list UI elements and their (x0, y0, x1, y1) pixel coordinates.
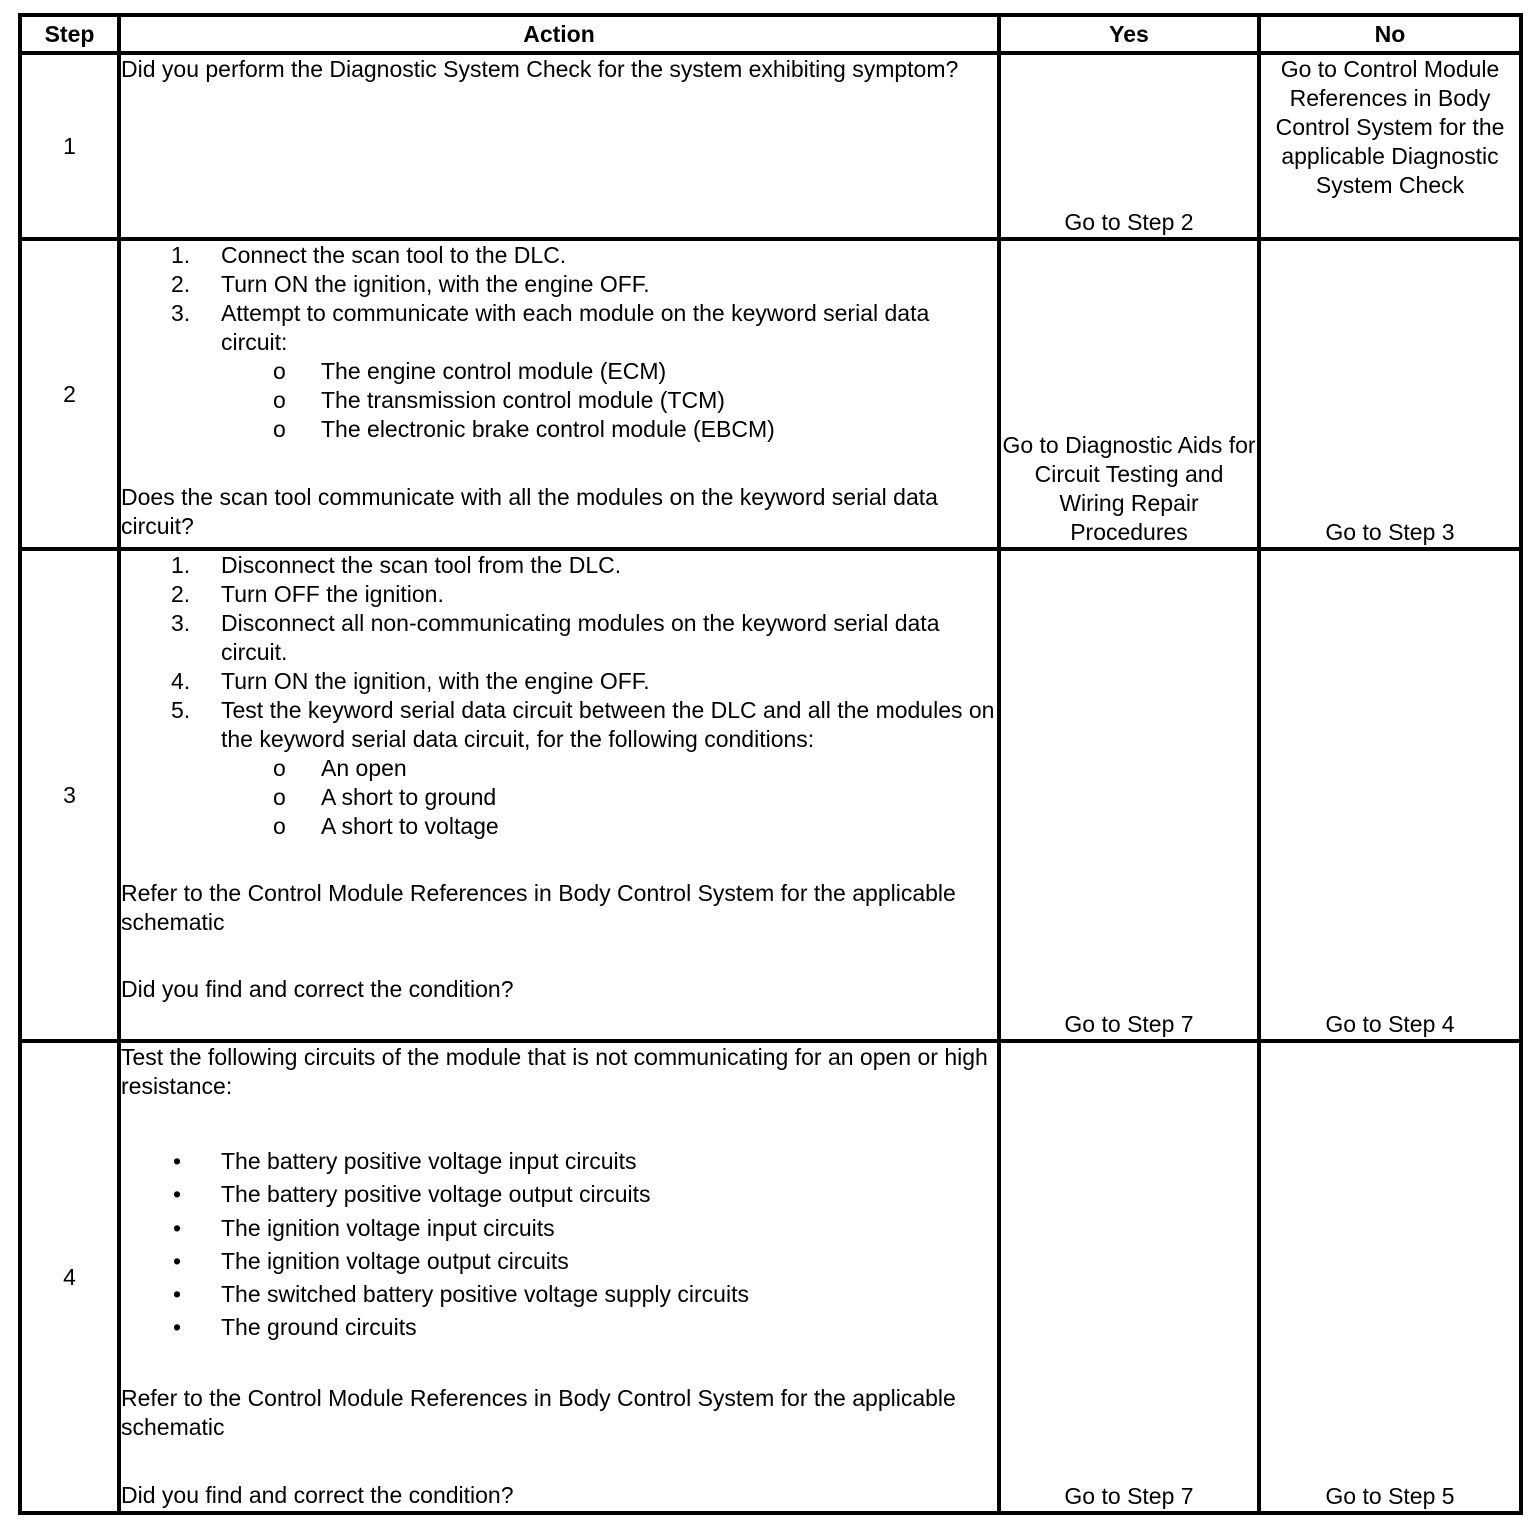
bullet-item (121, 1145, 997, 1178)
header-no: No (1259, 15, 1521, 53)
item-number: 2. (171, 581, 191, 607)
action-cell (119, 549, 999, 1041)
list-item (121, 580, 997, 609)
bullet-item (121, 1278, 997, 1311)
item-number: 3. (171, 300, 191, 326)
item-number: 2. (171, 271, 191, 297)
bullet-marker: • (173, 1247, 182, 1274)
sub-item-text: The transmission control module (TCM) (321, 387, 725, 413)
item-text: Disconnect the scan tool from the DLC. (221, 552, 622, 578)
sub-item-text: A short to ground (321, 784, 497, 810)
item-text: Test the keyword serial data circuit between the DLC and all the modules on the keyword serial data circuit, for the following conditions: (221, 697, 995, 752)
action-cell (119, 239, 999, 549)
list-item (121, 609, 997, 667)
question-text: Does the scan tool communicate with all the modules on the keyword serial data circuit? (121, 484, 938, 539)
step-number: 4 (20, 1041, 119, 1513)
sub-marker: o (273, 784, 286, 810)
item-text: Disconnect all non-communicating modules on the keyword serial data circuit. (221, 610, 940, 665)
item-text: Turn ON the ignition, with the engine OFF. (221, 668, 650, 694)
table-row (20, 53, 1521, 239)
sub-list-item (121, 415, 997, 444)
table-row (20, 549, 1521, 1041)
item-text: Connect the scan tool to the DLC. (221, 242, 567, 268)
bullet-marker: • (173, 1181, 182, 1208)
action-text: Did you perform the Diagnostic System Check for the system exhibiting symptom? (121, 56, 959, 82)
no-cell: Go to Step 3 (1259, 239, 1521, 549)
numbered-list (121, 241, 997, 357)
yes-cell: Go to Step 7 (999, 549, 1259, 1041)
step-number: 1 (20, 53, 119, 239)
numbered-list (121, 551, 997, 754)
item-text: Attempt to communicate with each module on the keyword serial data circuit: (221, 300, 930, 355)
item-text: Turn OFF the ignition. (221, 581, 444, 607)
bullet-marker: • (173, 1314, 182, 1341)
header-step: Step (20, 15, 119, 53)
sub-list-item (121, 754, 997, 783)
bullet-item (121, 1245, 997, 1278)
sub-list (121, 754, 997, 841)
list-item (121, 299, 997, 357)
item-number: 5. (171, 697, 191, 723)
sub-item-text: The electronic brake control module (EBCM) (321, 416, 775, 442)
bullet-text: The ground circuits (221, 1314, 417, 1341)
item-number: 3. (171, 610, 191, 636)
item-text: Turn ON the ignition, with the engine OFF. (221, 271, 650, 297)
intro-text: Test the following circuits of the module that is not communicating for an open or high resistance: (121, 1044, 988, 1099)
bullet-item (121, 1212, 997, 1245)
sub-item-text: An open (321, 755, 407, 781)
sub-marker: o (273, 416, 286, 442)
sub-marker: o (273, 813, 286, 839)
bullet-text: The ignition voltage input circuits (221, 1214, 555, 1241)
item-number: 4. (171, 668, 191, 694)
item-number: 1. (171, 552, 191, 578)
no-cell: Go to Step 4 (1259, 549, 1521, 1041)
sub-list (121, 357, 997, 444)
bullet-text: The battery positive voltage input circuits (221, 1148, 637, 1174)
table-row (20, 239, 1521, 549)
table-row (20, 1041, 1521, 1513)
list-item (121, 551, 997, 580)
item-number: 1. (171, 242, 191, 268)
refer-text: Refer to the Control Module References in Body Control System for the applicable schematic (121, 1384, 956, 1440)
sub-list-item (121, 783, 997, 812)
yes-cell: Go to Step 2 (999, 53, 1259, 239)
no-cell: Go to Control Module References in Body Control System for the applicable Diagnostic System Check (1259, 53, 1521, 239)
no-cell: Go to Step 5 (1259, 1041, 1521, 1513)
list-item (121, 270, 997, 299)
bullet-item (121, 1311, 997, 1344)
header-row (20, 15, 1521, 53)
list-item (121, 696, 997, 754)
bullet-text: The switched battery positive voltage supply circuits (221, 1281, 749, 1308)
yes-cell: Go to Step 7 (999, 1041, 1259, 1513)
list-item (121, 241, 997, 270)
step-number: 2 (20, 239, 119, 549)
bullet-marker: • (173, 1281, 182, 1308)
question-text: Did you find and correct the condition? (121, 976, 514, 1002)
bullet-marker: • (173, 1148, 182, 1174)
sub-list-item (121, 386, 997, 415)
question-text: Did you find and correct the condition? (121, 1481, 514, 1508)
bullet-text: The ignition voltage output circuits (221, 1247, 569, 1274)
sub-marker: o (273, 755, 286, 781)
bullet-item (121, 1178, 997, 1211)
step-number: 3 (20, 549, 119, 1041)
action-cell (119, 1041, 999, 1513)
bullet-marker: • (173, 1214, 182, 1241)
sub-list-item (121, 812, 997, 841)
sub-item-text: The engine control module (ECM) (321, 358, 667, 384)
sub-list-item (121, 357, 997, 386)
diagnostic-table (18, 13, 1523, 1515)
refer-text: Refer to the Control Module References in Body Control System for the applicable schematic (121, 880, 956, 935)
bullet-list (121, 1145, 997, 1345)
sub-marker: o (273, 358, 286, 384)
sub-marker: o (273, 387, 286, 413)
action-cell (119, 53, 999, 239)
yes-cell: Go to Diagnostic Aids for Circuit Testing and Wiring Repair Procedures (999, 239, 1259, 549)
bullet-text: The battery positive voltage output circuits (221, 1181, 651, 1208)
header-yes: Yes (999, 15, 1259, 53)
sub-item-text: A short to voltage (321, 813, 499, 839)
header-action: Action (119, 15, 999, 53)
list-item (121, 667, 997, 696)
